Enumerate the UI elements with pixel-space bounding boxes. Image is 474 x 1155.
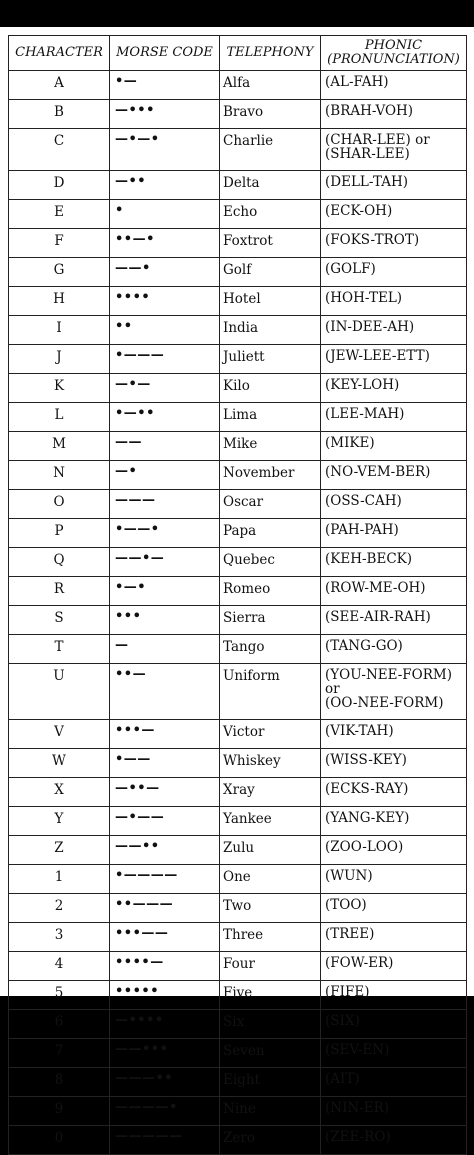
telephony-cell: Five [220,981,321,1010]
telephony-cell: Four [220,952,321,981]
telephony-cell: Bravo [220,100,321,129]
morse-code-cell: ••••— [110,952,220,981]
phonic-line: (JEW-LEE-ETT) [325,348,430,364]
phonic-cell [321,981,467,1010]
phonic-line: (AL-FAH) [325,74,389,90]
table-row [9,749,467,778]
character-cell: Y [9,807,110,836]
telephony-cell: Romeo [220,577,321,606]
morse-code-cell: —••• [110,100,220,129]
phonic-line: (TANG-GO) [325,638,403,654]
phonic-cell [321,403,467,432]
phonic-cell [321,519,467,548]
table-row [9,200,467,229]
character-cell: H [9,287,110,316]
morse-code-cell: —•• [110,171,220,200]
phonic-cell [321,836,467,865]
table-row [9,345,467,374]
table-row [9,1068,467,1097]
character-cell: Z [9,836,110,865]
character-cell: L [9,403,110,432]
table-row [9,1126,467,1155]
header-character: CHARACTER [9,36,110,71]
table-row [9,403,467,432]
phonic-line: (YANG-KEY) [325,810,410,826]
table-row [9,71,467,100]
telephony-cell: Seven [220,1039,321,1068]
morse-code-cell: •• [110,316,220,345]
morse-code-cell: •———— [110,865,220,894]
phonic-line: (ZEE-RO) [325,1129,391,1145]
character-cell: O [9,490,110,519]
character-cell: N [9,461,110,490]
table-row [9,258,467,287]
morse-code-cell: ••••• [110,981,220,1010]
phonic-line: (ECK-OH) [325,203,393,219]
phonic-line: (TOO) [325,897,367,913]
morse-code-cell: —•—• [110,129,220,171]
phonic-cell [321,71,467,100]
table-row [9,923,467,952]
character-cell: J [9,345,110,374]
character-cell: R [9,577,110,606]
phonic-line: (GOLF) [325,261,376,277]
character-cell: G [9,258,110,287]
morse-code-cell: • [110,200,220,229]
phonic-cell [321,200,467,229]
header-telephony: TELEPHONY [220,36,321,71]
telephony-cell: Oscar [220,490,321,519]
telephony-cell: Uniform [220,664,321,720]
phonic-line: (FOKS-TROT) [325,232,420,248]
telephony-cell: Zero [220,1126,321,1155]
phonic-cell [321,749,467,778]
telephony-cell: November [220,461,321,490]
phonic-cell [321,129,467,171]
phonetic-alphabet-table [8,35,467,1155]
telephony-cell: Whiskey [220,749,321,778]
phonic-cell [321,720,467,749]
table-row [9,129,467,171]
phonic-line: (WUN) [325,868,373,884]
character-cell: 6 [9,1010,110,1039]
phonic-line: (KEH-BECK) [325,551,412,567]
character-cell: 5 [9,981,110,1010]
phonic-line: (FIFE) [325,984,370,1000]
morse-code-cell: —••— [110,778,220,807]
phonic-cell [321,664,467,720]
phonic-line: (SHAR-LEE) [325,146,410,162]
telephony-cell: Victor [220,720,321,749]
character-cell: M [9,432,110,461]
morse-code-cell: —— [110,432,220,461]
morse-code-cell: —• [110,461,220,490]
phonic-line: (ZOO-LOO) [325,839,404,855]
phonic-cell [321,432,467,461]
table-row [9,171,467,200]
morse-code-cell: •—— [110,749,220,778]
morse-code-cell: —•— [110,374,220,403]
phonic-line: (LEE-MAH) [325,406,405,422]
character-cell: 2 [9,894,110,923]
phonic-line: (MIKE) [325,435,375,451]
character-cell: B [9,100,110,129]
phonic-line: (NIN-ER) [325,1100,390,1116]
phonic-cell [321,894,467,923]
character-cell: 9 [9,1097,110,1126]
character-cell: 8 [9,1068,110,1097]
morse-code-cell: ••—• [110,229,220,258]
phonic-cell [321,606,467,635]
table-row [9,894,467,923]
phonic-line: (SEE-AIR-RAH) [325,609,431,625]
morse-code-cell: ••— [110,664,220,720]
phonic-cell [321,1126,467,1155]
phonic-cell [321,316,467,345]
telephony-cell: Golf [220,258,321,287]
morse-code-cell: — [110,635,220,664]
phonic-line: (DELL-TAH) [325,174,409,190]
phonic-cell [321,374,467,403]
character-cell: A [9,71,110,100]
character-cell: T [9,635,110,664]
morse-code-cell: ——•— [110,548,220,577]
morse-code-cell: ———•• [110,1068,220,1097]
document-page [0,27,474,1146]
phonic-cell [321,171,467,200]
phonic-line: (ECKS-RAY) [325,781,409,797]
phonic-line: (SIX) [325,1013,360,1029]
character-cell: P [9,519,110,548]
morse-code-cell: ——— [110,490,220,519]
morse-code-cell: •——• [110,519,220,548]
phonic-cell [321,778,467,807]
table-row [9,1039,467,1068]
character-cell: 3 [9,923,110,952]
phonic-line: (CHAR-LEE) or [325,132,430,148]
telephony-cell: Papa [220,519,321,548]
telephony-cell: Hotel [220,287,321,316]
telephony-cell: Quebec [220,548,321,577]
table-row [9,664,467,720]
phonic-line: (VIK-TAH) [325,723,394,739]
table-row [9,100,467,129]
phonic-line: (PAH-PAH) [325,522,399,538]
phonic-cell [321,1010,467,1039]
telephony-cell: Two [220,894,321,923]
phonic-line: (ROW-ME-OH) [325,580,426,596]
telephony-cell: Lima [220,403,321,432]
phonic-cell [321,258,467,287]
morse-code-cell: •••— [110,720,220,749]
phonic-line: (IN-DEE-AH) [325,319,415,335]
character-cell: W [9,749,110,778]
morse-code-cell: ——••• [110,1039,220,1068]
phonic-cell [321,952,467,981]
character-cell: E [9,200,110,229]
phonic-cell [321,461,467,490]
character-cell: D [9,171,110,200]
telephony-cell: Three [220,923,321,952]
table-row [9,865,467,894]
character-cell: 0 [9,1126,110,1155]
character-cell: U [9,664,110,720]
phonic-cell [321,490,467,519]
telephony-cell: Sierra [220,606,321,635]
telephony-cell: India [220,316,321,345]
table-row [9,229,467,258]
phonic-cell [321,100,467,129]
table-body [9,71,467,1155]
table-row [9,490,467,519]
telephony-cell: Echo [220,200,321,229]
table-row [9,519,467,548]
morse-code-cell: —•••• [110,1010,220,1039]
phonic-line: (YOU-NEE-FORM) [325,667,452,683]
morse-code-cell: ••——— [110,894,220,923]
phonic-cell [321,345,467,374]
morse-code-cell: •— [110,71,220,100]
phonic-cell [321,287,467,316]
telephony-cell: Zulu [220,836,321,865]
telephony-cell: Yankee [220,807,321,836]
phonic-cell [321,923,467,952]
phonic-cell [321,1097,467,1126]
header-row [9,36,467,71]
phonic-cell [321,577,467,606]
phonic-line: (OO-NEE-FORM) [325,695,444,711]
table-row [9,981,467,1010]
morse-code-cell: ——• [110,258,220,287]
table-row [9,287,467,316]
phonic-line: (BRAH-VOH) [325,103,414,119]
telephony-cell: Delta [220,171,321,200]
table-row [9,461,467,490]
telephony-cell: Nine [220,1097,321,1126]
header-phonic: PHONIC (PRONUNCIATION) [321,36,467,71]
table-row [9,316,467,345]
phonic-cell [321,1068,467,1097]
character-cell: K [9,374,110,403]
morse-code-cell: •••—— [110,923,220,952]
phonic-cell [321,548,467,577]
table-row [9,807,467,836]
phonic-line: (TREE) [325,926,375,942]
morse-code-cell: •—•• [110,403,220,432]
morse-code-cell: •—• [110,577,220,606]
telephony-cell: Foxtrot [220,229,321,258]
phonic-cell [321,1039,467,1068]
header-morse-code: MORSE CODE [110,36,220,71]
phonic-cell [321,635,467,664]
phonic-line: (KEY-LOH) [325,377,400,393]
telephony-cell: Juliett [220,345,321,374]
character-cell: I [9,316,110,345]
table-row [9,778,467,807]
telephony-cell: Xray [220,778,321,807]
phonic-line: (HOH-TEL) [325,290,403,306]
morse-code-cell: ————• [110,1097,220,1126]
phonic-line: (AIT) [325,1071,360,1087]
character-cell: 1 [9,865,110,894]
telephony-cell: Eight [220,1068,321,1097]
character-cell: 4 [9,952,110,981]
phonic-cell [321,865,467,894]
table-row [9,577,467,606]
character-cell: F [9,229,110,258]
phonic-cell [321,229,467,258]
morse-code-cell: ••• [110,606,220,635]
table-row [9,952,467,981]
table-row [9,548,467,577]
phonic-line: (SEV-EN) [325,1042,390,1058]
telephony-cell: Charlie [220,129,321,171]
telephony-cell: Six [220,1010,321,1039]
phonic-line: (NO-VEM-BER) [325,464,431,480]
telephony-cell: Mike [220,432,321,461]
table-row [9,1097,467,1126]
character-cell: Q [9,548,110,577]
phonic-line: or [325,681,340,697]
phonic-cell [321,807,467,836]
morse-code-cell: ————— [110,1126,220,1155]
phonic-line: (WISS-KEY) [325,752,407,768]
table-row [9,606,467,635]
telephony-cell: Tango [220,635,321,664]
character-cell: S [9,606,110,635]
table-row [9,836,467,865]
character-cell: V [9,720,110,749]
character-cell: 7 [9,1039,110,1068]
morse-code-cell: ——•• [110,836,220,865]
phonic-line: (OSS-CAH) [325,493,402,509]
table-row [9,720,467,749]
telephony-cell: Alfa [220,71,321,100]
morse-code-cell: •——— [110,345,220,374]
table-row [9,432,467,461]
character-cell: C [9,129,110,171]
morse-code-cell: —•—— [110,807,220,836]
morse-code-cell: •••• [110,287,220,316]
telephony-cell: One [220,865,321,894]
table-row [9,635,467,664]
character-cell: X [9,778,110,807]
table-row [9,374,467,403]
table-row [9,1010,467,1039]
telephony-cell: Kilo [220,374,321,403]
phonic-line: (FOW-ER) [325,955,394,971]
